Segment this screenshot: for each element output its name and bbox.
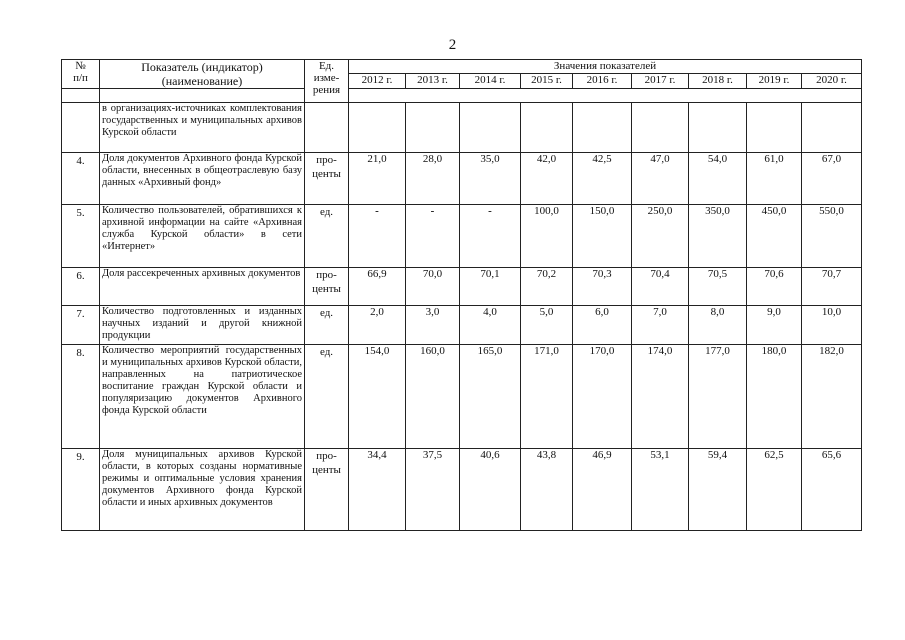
header-year: 2016 г. bbox=[573, 73, 632, 88]
header-spacer bbox=[62, 89, 100, 103]
value-cell: 177,0 bbox=[689, 345, 747, 449]
value-cell: 2,0 bbox=[349, 306, 406, 345]
indicator-name: Доля документов Архивного фонда Курской области, внесенных в общеотраслевую базу данных «Архивный фонд» bbox=[100, 153, 305, 205]
value-cell: 10,0 bbox=[802, 306, 862, 345]
indicators-table bbox=[61, 59, 862, 531]
value-cell: 70,6 bbox=[747, 268, 802, 306]
value-cell: 59,4 bbox=[689, 449, 747, 531]
header-num: № п/п bbox=[62, 60, 100, 89]
table-row bbox=[62, 205, 862, 268]
value-cell: 160,0 bbox=[406, 345, 460, 449]
header-year: 2020 г. bbox=[802, 73, 862, 88]
value-cell: 54,0 bbox=[689, 153, 747, 205]
value-cell: 35,0 bbox=[460, 153, 521, 205]
header-unit: Ед. изме- рения bbox=[305, 60, 349, 103]
value-cell: 42,5 bbox=[573, 153, 632, 205]
value-cell: 450,0 bbox=[747, 205, 802, 268]
header-indicator: Показатель (индикатор) (наименование) bbox=[100, 60, 305, 89]
table-body bbox=[62, 103, 862, 531]
value-cell: 40,6 bbox=[460, 449, 521, 531]
value-cell: 170,0 bbox=[573, 345, 632, 449]
value-cell: 28,0 bbox=[406, 153, 460, 205]
value-cell bbox=[349, 103, 406, 153]
header-spacer bbox=[349, 89, 862, 103]
indicator-name: Количество пользователей, обратившихся к архивной информации на сайте «Архивная служба Курской области» в сети «Интернет» bbox=[100, 205, 305, 268]
value-cell: 171,0 bbox=[521, 345, 573, 449]
indicator-name: Доля муниципальных архивов Курской области, в которых созданы нормативные режимы и оптимальные условия хранения документов Архивного фонда Курской области и иных архивных документов bbox=[100, 449, 305, 531]
table-row bbox=[62, 449, 862, 531]
value-cell: 5,0 bbox=[521, 306, 573, 345]
value-cell: 8,0 bbox=[689, 306, 747, 345]
value-cell: 70,3 bbox=[573, 268, 632, 306]
header-values-group: Значения показателей bbox=[349, 60, 862, 74]
value-cell: 62,5 bbox=[747, 449, 802, 531]
indicator-name: Доля рассекреченных архивных документов bbox=[100, 268, 305, 306]
value-cell: 70,0 bbox=[406, 268, 460, 306]
value-cell: 66,9 bbox=[349, 268, 406, 306]
value-cell: 150,0 bbox=[573, 205, 632, 268]
value-cell: - bbox=[460, 205, 521, 268]
value-cell: 42,0 bbox=[521, 153, 573, 205]
value-cell: 9,0 bbox=[747, 306, 802, 345]
header-year: 2015 г. bbox=[521, 73, 573, 88]
value-cell: 53,1 bbox=[632, 449, 689, 531]
value-cell: - bbox=[406, 205, 460, 268]
value-cell: 165,0 bbox=[460, 345, 521, 449]
row-number: 6. bbox=[62, 268, 100, 306]
row-number: 7. bbox=[62, 306, 100, 345]
value-cell: 70,5 bbox=[689, 268, 747, 306]
value-cell: 154,0 bbox=[349, 345, 406, 449]
row-number: 5. bbox=[62, 205, 100, 268]
value-cell bbox=[632, 103, 689, 153]
unit-cell: про- центы bbox=[305, 449, 349, 531]
row-number: 9. bbox=[62, 449, 100, 531]
page-number: 2 bbox=[448, 37, 457, 53]
table-row bbox=[62, 268, 862, 306]
header-spacer bbox=[100, 89, 305, 103]
row-number: 8. bbox=[62, 345, 100, 449]
value-cell: 7,0 bbox=[632, 306, 689, 345]
value-cell: 100,0 bbox=[521, 205, 573, 268]
table-row bbox=[62, 103, 862, 153]
table-header bbox=[62, 60, 862, 103]
unit-cell: ед. bbox=[305, 205, 349, 268]
value-cell: 67,0 bbox=[802, 153, 862, 205]
value-cell: 37,5 bbox=[406, 449, 460, 531]
value-cell bbox=[747, 103, 802, 153]
value-cell: 3,0 bbox=[406, 306, 460, 345]
indicator-name: в организациях-источниках комплектования государственных и муниципальных архивов Курской области bbox=[100, 103, 305, 153]
value-cell: 70,7 bbox=[802, 268, 862, 306]
value-cell: 70,4 bbox=[632, 268, 689, 306]
value-cell: 47,0 bbox=[632, 153, 689, 205]
unit-cell: ед. bbox=[305, 345, 349, 449]
unit-cell: ед. bbox=[305, 306, 349, 345]
header-year: 2014 г. bbox=[460, 73, 521, 88]
value-cell: 34,4 bbox=[349, 449, 406, 531]
value-cell: - bbox=[349, 205, 406, 268]
value-cell: 6,0 bbox=[573, 306, 632, 345]
indicator-name: Количество мероприятий государственных и муниципальных архивов Курской области, направленных на патриотическое воспитание граждан Курской области и популяризацию документов Архивного фонда Курской области bbox=[100, 345, 305, 449]
value-cell: 350,0 bbox=[689, 205, 747, 268]
table-row bbox=[62, 153, 862, 205]
value-cell bbox=[573, 103, 632, 153]
table-row bbox=[62, 345, 862, 449]
value-cell bbox=[802, 103, 862, 153]
value-cell bbox=[521, 103, 573, 153]
value-cell: 43,8 bbox=[521, 449, 573, 531]
header-year: 2012 г. bbox=[349, 73, 406, 88]
unit-cell: про- центы bbox=[305, 268, 349, 306]
unit-cell: про- центы bbox=[305, 153, 349, 205]
value-cell: 21,0 bbox=[349, 153, 406, 205]
row-number: 4. bbox=[62, 153, 100, 205]
value-cell: 550,0 bbox=[802, 205, 862, 268]
value-cell: 250,0 bbox=[632, 205, 689, 268]
value-cell bbox=[406, 103, 460, 153]
value-cell bbox=[460, 103, 521, 153]
header-year: 2018 г. bbox=[689, 73, 747, 88]
value-cell: 182,0 bbox=[802, 345, 862, 449]
header-year: 2019 г. bbox=[747, 73, 802, 88]
value-cell: 174,0 bbox=[632, 345, 689, 449]
indicator-name: Количество подготовленных и изданных научных изданий и другой книжной продукции bbox=[100, 306, 305, 345]
value-cell: 65,6 bbox=[802, 449, 862, 531]
value-cell: 46,9 bbox=[573, 449, 632, 531]
value-cell: 70,1 bbox=[460, 268, 521, 306]
header-year: 2017 г. bbox=[632, 73, 689, 88]
unit-cell bbox=[305, 103, 349, 153]
value-cell: 61,0 bbox=[747, 153, 802, 205]
header-year: 2013 г. bbox=[406, 73, 460, 88]
row-number bbox=[62, 103, 100, 153]
value-cell bbox=[689, 103, 747, 153]
value-cell: 180,0 bbox=[747, 345, 802, 449]
value-cell: 70,2 bbox=[521, 268, 573, 306]
table-row bbox=[62, 306, 862, 345]
value-cell: 4,0 bbox=[460, 306, 521, 345]
